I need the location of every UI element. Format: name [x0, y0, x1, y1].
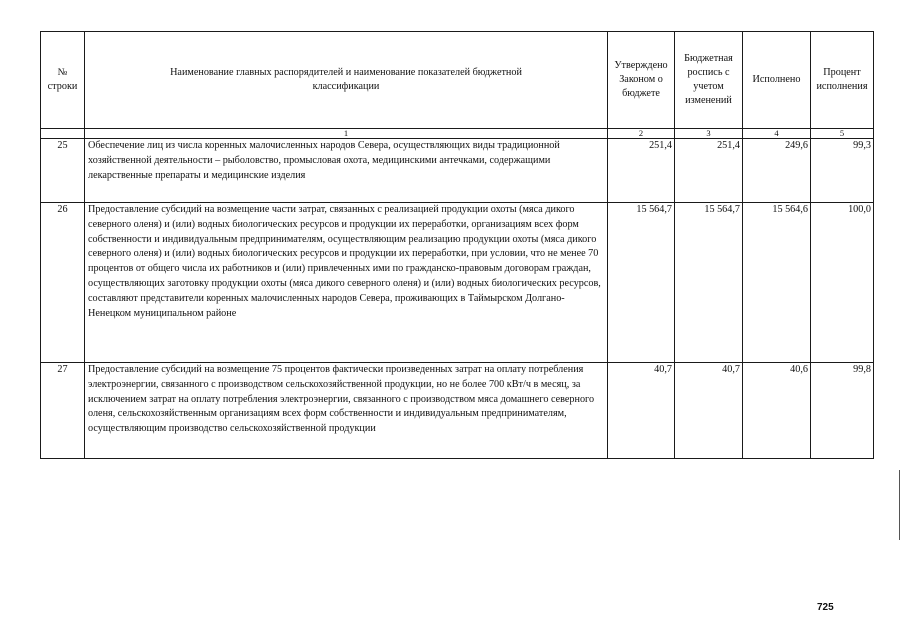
header-percent: Процент исполнения — [811, 32, 874, 129]
row-number: 27 — [41, 363, 85, 459]
table-row — [41, 139, 874, 203]
row-name: Обеспечение лиц из числа коренных малочисленных народов Севера, осуществляющих виды традиционной хозяйственной деятельности – рыболовство, промысловая охота, медицинскими антечками, содержащими лекарственные препараты и медицинские изделия — [85, 139, 608, 203]
row-approved: 251,4 — [608, 139, 675, 203]
table-header-row — [41, 32, 874, 129]
column-number: 1 — [85, 129, 608, 139]
column-number: 2 — [608, 129, 675, 139]
row-budget: 251,4 — [675, 139, 743, 203]
header-approved: Утверждено Законом о бюджете — [608, 32, 675, 129]
table-row — [41, 203, 874, 363]
page-number: 725 — [817, 602, 834, 613]
row-executed: 15 564,6 — [743, 203, 811, 363]
column-number: 3 — [675, 129, 743, 139]
row-executed: 40,6 — [743, 363, 811, 459]
column-number — [41, 129, 85, 139]
header-name: Наименование главных распорядителей и наименование показателей бюджетной классификации — [85, 32, 608, 129]
row-percent: 99,3 — [811, 139, 874, 203]
row-approved: 40,7 — [608, 363, 675, 459]
header-row-no: № строки — [41, 32, 85, 129]
row-name: Предоставление субсидий на возмещение части затрат, связанных с реализацией продукции охоты (мяса дикого северного оленя) и (или) водных биологических ресурсов и продукции их переработки, организациям всех форм собственности и индивидуальным предпринимателям, осуществляющим реализацию продукции охоты (мяса дикого северного оленя) и (или) водных биологических ресурсов и продукции их переработки, при условии, что не менее 70 процентов от общего числа их работников и (или) привлеченных ими по гражданско-правовым договорам граждан, осуществляющих заготовку продукции охоты (мяса дикого северного оленя) и (или) водных биологических ресурсов, составляют представители коренных малочисленных народов Севера, проживающих в Таймырском Долгано-Ненецком муниципальном районе — [85, 203, 608, 363]
row-number: 26 — [41, 203, 85, 363]
table-row — [41, 363, 874, 459]
column-number-row — [41, 129, 874, 139]
row-percent: 99,8 — [811, 363, 874, 459]
row-number: 25 — [41, 139, 85, 203]
scan-edge-mark — [899, 470, 900, 540]
column-number: 5 — [811, 129, 874, 139]
row-approved: 15 564,7 — [608, 203, 675, 363]
row-budget: 40,7 — [675, 363, 743, 459]
header-budget: Бюджетная роспись с учетом изменений — [675, 32, 743, 129]
row-budget: 15 564,7 — [675, 203, 743, 363]
header-executed: Исполнено — [743, 32, 811, 129]
row-executed: 249,6 — [743, 139, 811, 203]
row-percent: 100,0 — [811, 203, 874, 363]
row-name: Предоставление субсидий на возмещение 75 процентов фактически произведенных затрат на оплату потребления электроэнергии, связанного с производством сельскохозяйственной продукции, но не более 700 кВт/ч в месяц, за исключением затрат на оплату потребления электроэнергии, связанного с производством мяса домашнего северного оленя, сельскохозяйственным организациям всех форм собственности и индивидуальным предпринимателям, осуществляющим производство сельскохозяйственной продукции — [85, 363, 608, 459]
column-number: 4 — [743, 129, 811, 139]
budget-execution-table — [40, 31, 874, 459]
